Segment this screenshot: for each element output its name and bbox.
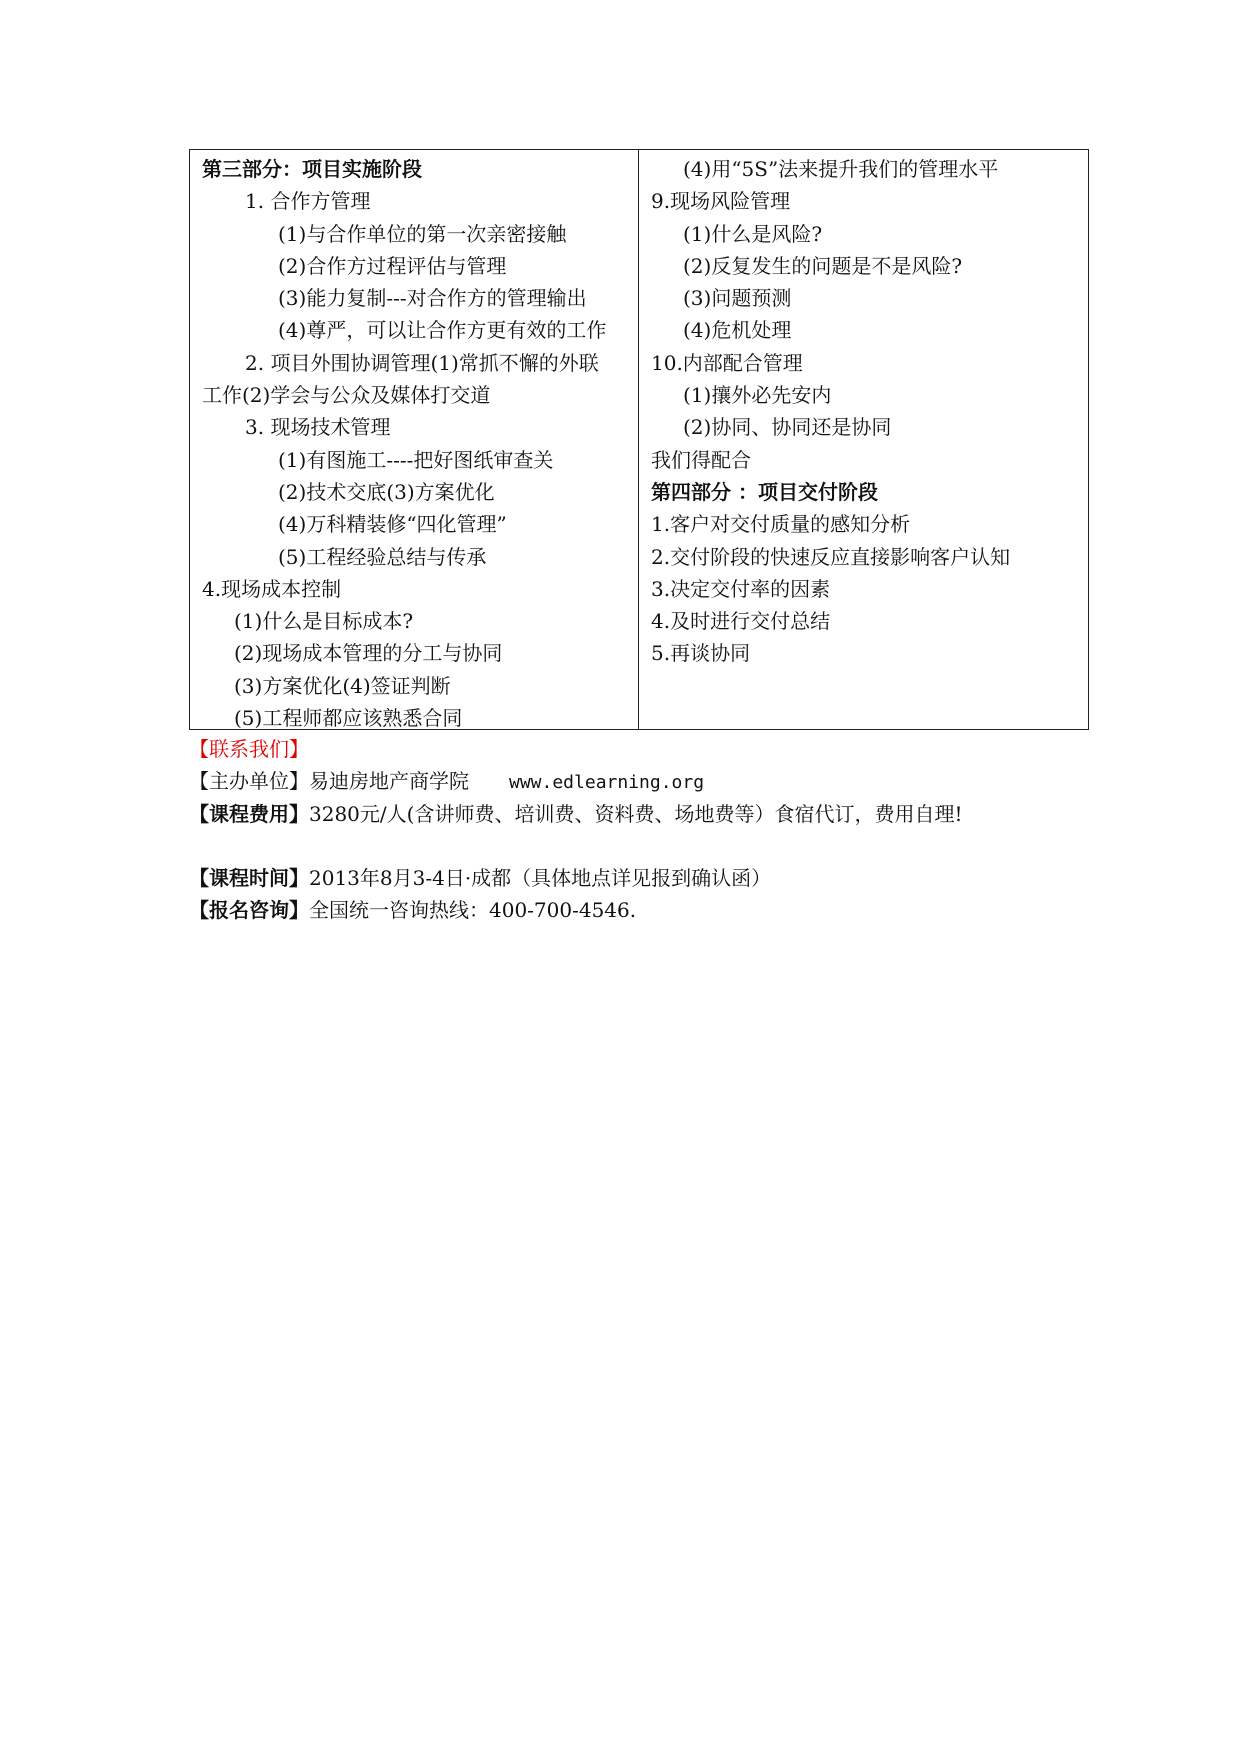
- outline-line: (2)反复发生的问题是不是风险?: [683, 253, 963, 278]
- course-outline-table: [189, 149, 1089, 730]
- outline-line: (4)危机处理: [683, 318, 792, 343]
- outline-line: (4)尊严，可以让合作方更有效的工作: [278, 318, 607, 343]
- time-line: [189, 862, 1089, 894]
- organizer-label: 【主办单位】: [189, 769, 309, 794]
- time-value: 2013年8月3-4日·成都: [309, 865, 512, 890]
- outline-line: (2)协同、协同还是协同: [683, 415, 892, 440]
- outline-line: (2)合作方过程评估与管理: [278, 253, 507, 278]
- outline-line: 3. 现场技术管理: [245, 415, 391, 440]
- outline-line: 5.再谈协同: [651, 641, 751, 666]
- outline-line: 工作(2)学会与公众及媒体打交道: [202, 383, 491, 408]
- outline-line: (3)方案优化(4)签证判断: [234, 673, 451, 698]
- outline-line: (1)攘外必先安内: [683, 383, 832, 408]
- website-link[interactable]: www.edlearning.org: [509, 772, 705, 794]
- outline-line: 第三部分：项目实施阶段: [202, 157, 422, 181]
- contact-section: [189, 733, 1089, 926]
- outline-line: (4)万科精装修“四化管理”: [278, 512, 507, 537]
- outline-line: (4)用“5S”法来提升我们的管理水平: [683, 157, 999, 181]
- outline-line: 4.及时进行交付总结: [651, 609, 831, 634]
- outline-line: (1)什么是目标成本?: [234, 609, 414, 634]
- outline-line: 2. 项目外围协调管理(1)常抓不懈的外联: [245, 350, 599, 375]
- signup-line: [189, 894, 1089, 926]
- organizer-line: [189, 765, 1089, 797]
- outline-line: 3.决定交付率的因素: [651, 576, 831, 601]
- contact-heading: 【联系我们】: [189, 737, 309, 761]
- outline-line: 第四部分 ：项目交付阶段: [651, 479, 878, 504]
- outline-line: (5)工程经验总结与传承: [278, 544, 487, 569]
- outline-line: (3)问题预测: [683, 286, 792, 311]
- outline-line: (3)能力复制---对合作方的管理输出: [278, 286, 587, 311]
- outline-line: (1)有图施工----把好图纸审查关: [278, 447, 554, 472]
- outline-line: 9.现场风险管理: [651, 189, 791, 214]
- outline-line: 我们得配合: [651, 447, 751, 472]
- right-column: [639, 150, 1088, 729]
- outline-line: 1. 合作方管理: [245, 189, 371, 214]
- outline-line: 10.内部配合管理: [651, 350, 803, 375]
- fee-value: 3280元/人(含讲师费、培训费、资料费、场地费等）食宿代订，费用自理!: [309, 801, 963, 826]
- outline-line: (5)工程师都应该熟悉合同: [234, 706, 463, 731]
- time-label: 【课程时间】: [189, 865, 309, 890]
- outline-line: (1)什么是风险?: [683, 221, 823, 246]
- signup-value: 全国统一咨询热线：400-700-4546.: [309, 898, 637, 923]
- left-column: [190, 150, 639, 729]
- outline-line: 2.交付阶段的快速反应直接影响客户认知: [651, 544, 1011, 569]
- signup-label: 【报名咨询】: [189, 898, 309, 923]
- fee-line: [189, 798, 1089, 830]
- fee-label: 【课程费用】: [189, 801, 309, 826]
- time-note: （具体地点详见报到确认函）: [511, 865, 772, 890]
- outline-line: 1.客户对交付质量的感知分析: [651, 512, 911, 537]
- outline-line: (2)技术交底(3)方案优化: [278, 479, 495, 504]
- organizer-value: 易迪房地产商学院: [309, 769, 469, 794]
- outline-line: (1)与合作单位的第一次亲密接触: [278, 221, 567, 246]
- outline-line: (2)现场成本管理的分工与协同: [234, 641, 503, 666]
- outline-line: 4.现场成本控制: [202, 576, 342, 601]
